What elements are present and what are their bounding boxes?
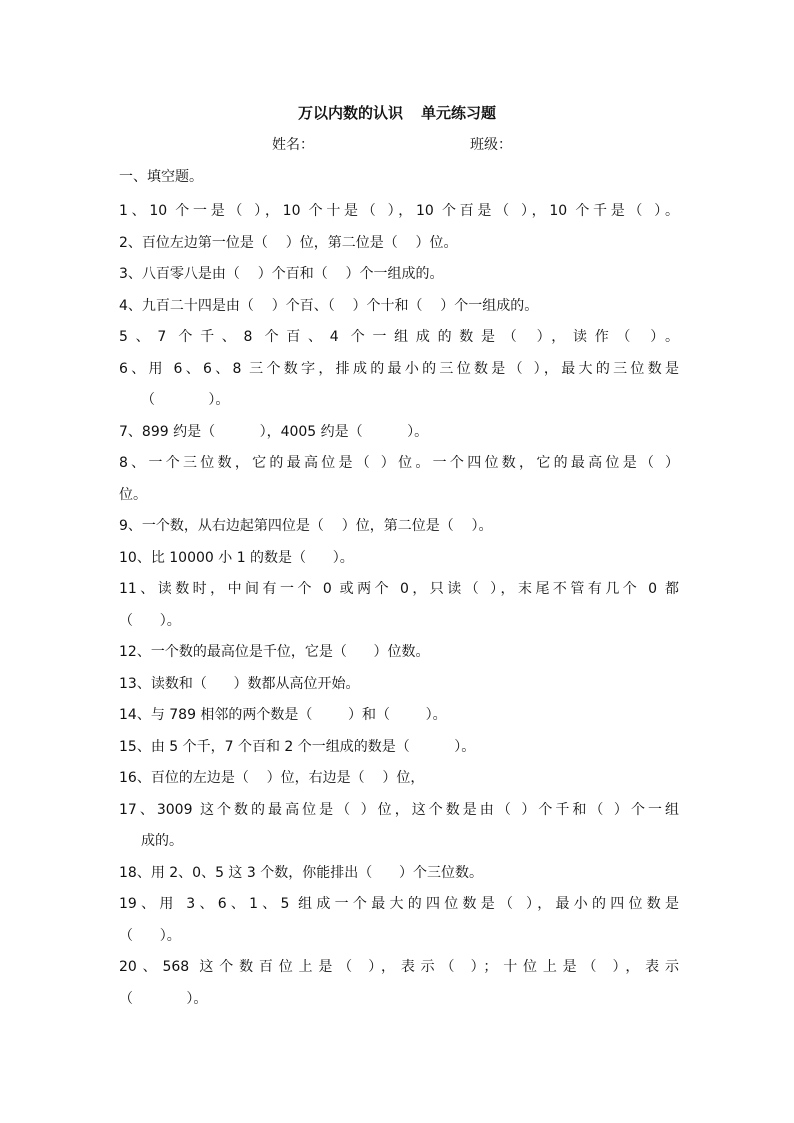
title-subtitle: 单元练习题: [421, 104, 497, 122]
question-line: 13、读数和（ ）数都从高位开始。: [119, 675, 360, 692]
question-line-continuation: （ ）。: [119, 990, 208, 1007]
question-line: 20、568 这个数百位上是（ ），表示（ ）；十位上是（ ），表示: [119, 959, 679, 975]
question-line: 16、百位的左边是（ ）位，右边是（ ）位，: [119, 770, 425, 786]
question-line: 19、用 3、6、1、5 组成一个最大的四位数是（ ），最小的四位数是: [119, 896, 679, 912]
question-line: 17、3009 这个数的最高位是（ ）位，这个数是由（ ）个千和（ ）个一组: [119, 801, 679, 818]
question-line-continuation: 位。: [119, 486, 147, 503]
title-topic: 万以内数的认识: [297, 104, 403, 122]
section-heading: 一、填空题。: [119, 169, 203, 185]
question-line: 6、用 6、6、8 三个数字，排成的最小的三位数是（ ），最大的三位数是: [119, 360, 679, 377]
question-line: 5、7 个千、8 个百、4 个一组成的数是（ ），读作（ ）。: [119, 329, 679, 345]
question-line-continuation: （ ）。: [119, 612, 181, 629]
class-label: 班级：: [470, 137, 512, 153]
question-line: 2、百位左边第一位是（ ）位，第二位是（ ）位。: [119, 234, 458, 251]
question-line: 12、一个数的最高位是千位，它是（ ）位数。: [119, 644, 430, 660]
name-label: 姓名：: [272, 137, 314, 153]
question-line: 18、用 2、0、5 这 3 个数，你能排出（ ）个三位数。: [119, 864, 483, 881]
question-line: 14、与 789 相邻的两个数是（ ）和（ ）。: [119, 707, 447, 723]
question-line: 8、一个三位数，它的最高位是（ ）位。一个四位数，它的最高位是（ ）: [119, 455, 679, 471]
question-line-continuation: 成的。: [141, 833, 183, 849]
question-line: 3、八百零八是由（ ）个百和（ ）个一组成的。: [119, 266, 444, 282]
question-line: 9、一个数，从右边起第四位是（ ）位，第二位是（ ）。: [119, 518, 493, 534]
question-line: 15、由 5 个千，7 个百和 2 个一组成的数是（ ）。: [119, 738, 476, 755]
question-line: 1、10 个一是（ ），10 个十是（ ），10 个百是（ ），10 个千是（ ）。: [119, 203, 679, 219]
page-title: [0, 102, 794, 123]
question-line: 7、899 约是（ ），4005 约是（ ）。: [119, 423, 429, 440]
question-line-continuation: （ ）。: [141, 392, 230, 408]
question-line: 4、九百二十四是由（ ）个百、（ ）个十和（ ）个一组成的。: [119, 297, 539, 314]
question-line-continuation: （ ）。: [119, 927, 181, 944]
question-line: 11、读数时，中间有一个 0 或两个 0，只读（ ），末尾不管有几个 0 都: [119, 581, 679, 597]
question-line: 10、比 10000 小 1 的数是（ ）。: [119, 549, 354, 566]
question-list: [119, 196, 679, 1015]
